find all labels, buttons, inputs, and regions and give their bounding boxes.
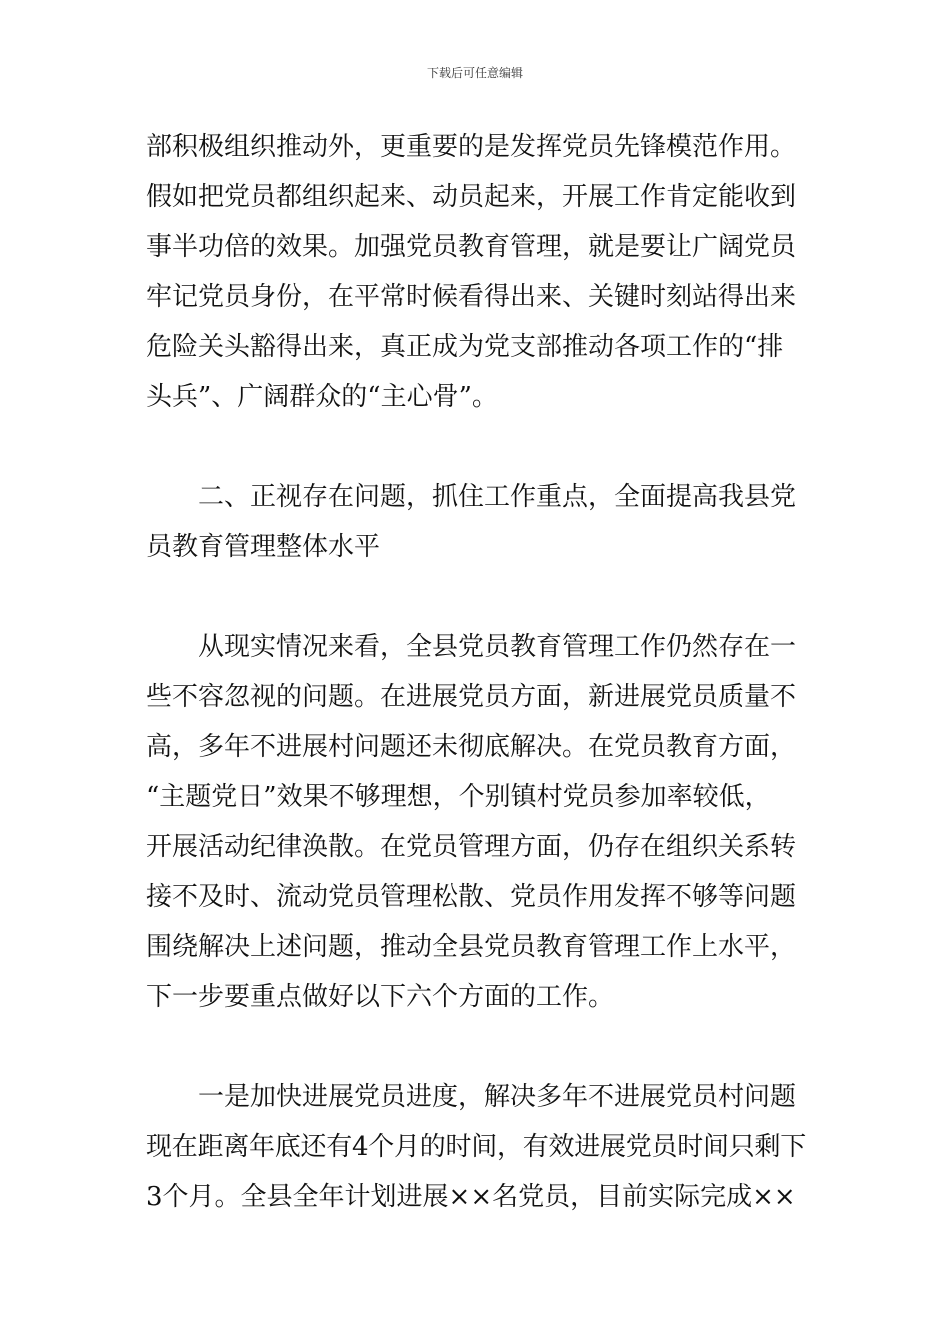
- text-line: 围绕解决上述问题，推动全县党员教育管理工作上水平，: [146, 932, 797, 962]
- paragraph: [146, 122, 810, 422]
- paragraph: [146, 622, 810, 1022]
- text-line: 些不容忽视的问题。在进展党员方面，新进展党员质量不: [146, 682, 797, 712]
- text-line: 危险关头豁得出来，真正成为党支部推动各项工作的“排: [146, 332, 784, 362]
- page-header-note: 下载后可任意编辑: [426, 66, 523, 80]
- text-line: 现在距离年底还有4个月的时间，有效进展党员时间只剩下: [146, 1132, 807, 1162]
- text-line: 部积极组织推动外，更重要的是发挥党员先锋模范作用。: [146, 132, 797, 162]
- text-line: “主题党日”效果不够理想，个别镇村党员参加率较低，: [146, 782, 771, 812]
- text-line: 头兵”、广阔群众的“主心骨”。: [146, 382, 498, 412]
- text-line: 假如把党员都组织起来、动员起来，开展工作肯定能收到: [146, 182, 797, 212]
- text-line: 事半功倍的效果。加强党员教育管理，就是要让广阔党员: [146, 232, 797, 262]
- section-heading: [146, 472, 810, 572]
- document-body: [146, 122, 810, 1222]
- text-line: 一是加快进展党员进度，解决多年不进展党员村问题: [146, 1082, 797, 1112]
- paragraph-spacer: [146, 1022, 810, 1072]
- text-line: 从现实情况来看，全县党员教育管理工作仍然存在一: [146, 632, 797, 662]
- text-line: 3个月。全县全年计划进展××名党员，目前实际完成××: [146, 1182, 796, 1212]
- text-line: 开展活动纪律涣散。在党员管理方面，仍存在组织关系转: [146, 832, 797, 862]
- text-line: 二、正视存在问题，抓住工作重点，全面提高我县党: [146, 482, 797, 512]
- paragraph: [146, 1072, 810, 1222]
- text-line: 接不及时、流动党员管理松散、党员作用发挥不够等问题: [146, 882, 797, 912]
- text-line: 下一步要重点做好以下六个方面的工作。: [146, 982, 615, 1012]
- text-line: 员教育管理整体水平: [146, 532, 381, 562]
- text-line: 高，多年不进展村问题还未彻底解决。在党员教育方面，: [146, 732, 797, 762]
- text-line: 牢记党员身份，在平常时候看得出来、关键时刻站得出来: [146, 282, 797, 312]
- paragraph-spacer: [146, 572, 810, 622]
- paragraph-spacer: [146, 422, 810, 472]
